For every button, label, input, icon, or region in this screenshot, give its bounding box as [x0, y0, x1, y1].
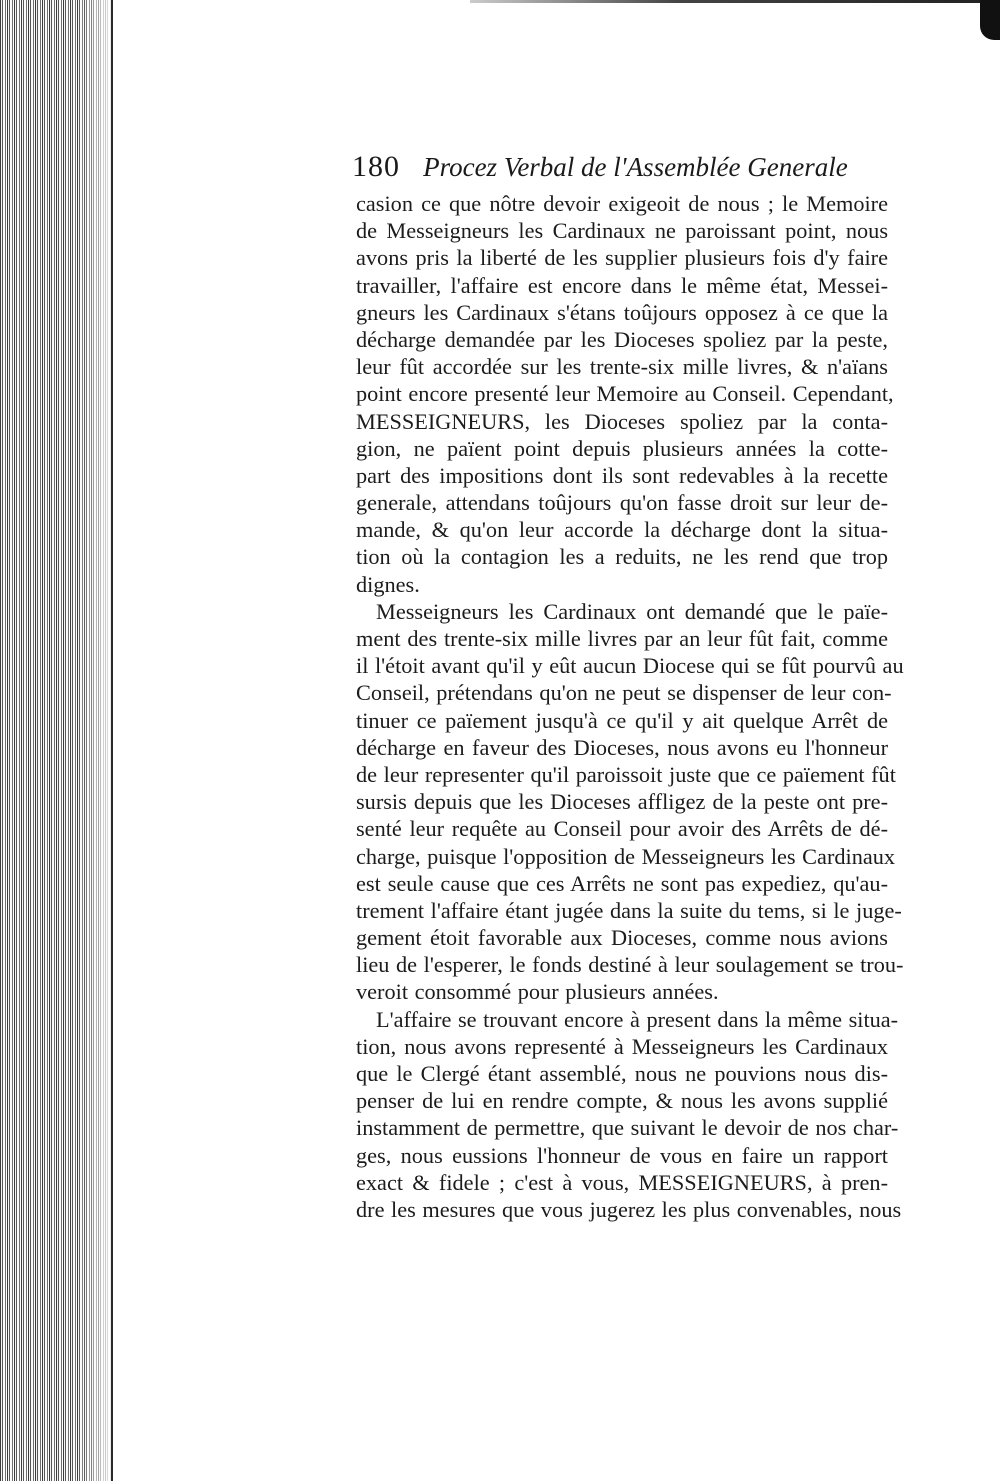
text-line: veroit consommé pour plusieurs années.	[356, 979, 719, 1005]
text-line: casion ce que nôtre devoir exigeoit de nous ; le Memoire	[356, 191, 888, 216]
gutter-line	[111, 0, 113, 1481]
text-line: tion où la contagion les a reduits, ne les rend que trop	[356, 544, 888, 570]
text-line: décharge en faveur des Dioceses, nous avons eu l'honneur	[356, 734, 888, 760]
text-line: leur fût accordée sur les trente-six mille livres, & n'aïans	[356, 354, 888, 380]
text-line: tion, nous avons representé à Messeigneurs les Cardinaux	[356, 1033, 888, 1059]
text-line: exact & fidele ; c'est à vous, MESSEIGNEURS, à pren-	[356, 1169, 888, 1195]
top-edge-rule	[470, 0, 990, 3]
page-edge-texture	[0, 0, 112, 1481]
text-line: ment des trente-six mille livres par an leur fût fait, comme	[356, 626, 888, 651]
text-line: L'affaire se trouvant encore à present dans la même situa-	[376, 1006, 899, 1032]
paragraph	[356, 190, 894, 598]
text-line: gion, ne païent point depuis plusieurs années la cotte-	[356, 435, 888, 461]
text-line: dignes.	[356, 571, 420, 597]
text-line: tinuer ce païement jusqu'à ce qu'il y ait quelque Arrêt de	[356, 707, 888, 733]
page-number: 180	[352, 150, 400, 183]
text-line: point encore presenté leur Memoire au Conseil. Cependant,	[356, 381, 894, 407]
running-title: Procez Verbal de l'Assemblée Generale	[423, 152, 848, 182]
text-line: penser de lui en rendre compte, & nous les avons supplié	[356, 1088, 888, 1114]
text-line: gneurs les Cardinaux s'étans toûjours opposez à ce que la	[356, 299, 888, 325]
text-line: que le Clergé étant assemblé, nous ne pouvions nous dis-	[356, 1061, 888, 1086]
text-line: charge, puisque l'opposition de Messeigneurs les Cardinaux	[356, 843, 896, 869]
text-line: MESSEIGNEURS, les Dioceses spoliez par la conta-	[356, 408, 888, 434]
text-line: part des impositions dont ils sont redevables à la recette	[356, 462, 888, 488]
paragraph	[356, 1006, 902, 1224]
text-line: il l'étoit avant qu'il y eût aucun Diocese qui se fût pourvû au	[356, 653, 904, 679]
running-head	[352, 150, 872, 190]
body-text	[356, 190, 904, 1223]
text-line: de Messeigneurs les Cardinaux ne paroissant point, nous	[356, 218, 888, 244]
paragraph	[356, 598, 904, 1006]
text-line: senté leur requête au Conseil pour avoir des Arrêts de dé-	[356, 816, 888, 842]
text-line: décharge demandée par les Dioceses spoliez par la peste,	[356, 326, 888, 352]
text-line: gement étoit favorable aux Dioceses, comme nous avions	[356, 925, 888, 951]
text-line: de leur representer qu'il paroissoit juste que ce païement fût	[356, 761, 896, 787]
text-line: Messeigneurs les Cardinaux ont demandé que le païe-	[376, 598, 888, 624]
text-line: generale, attendans toûjours qu'on fasse droit sur leur de-	[356, 490, 888, 516]
text-line: instamment de permettre, que suivant le devoir de nos char-	[356, 1115, 899, 1141]
text-line: travailler, l'affaire est encore dans le même état, Messei-	[356, 272, 888, 298]
text-line: mande, & qu'on leur accorde la décharge dont la situa-	[356, 517, 888, 543]
text-line: Conseil, prétendans qu'on ne peut se dispenser de leur con-	[356, 680, 892, 706]
text-line: lieu de l'esperer, le fonds destiné à leur soulagement se trou-	[356, 952, 904, 978]
text-line: est seule cause que ces Arrêts ne sont pas expediez, qu'au-	[356, 870, 888, 896]
text-line: avons pris la liberté de les supplier plusieurs fois d'y faire	[356, 245, 888, 271]
corner-mark	[980, 0, 1000, 40]
text-line: sursis depuis que les Dioceses affligez de la peste ont pre-	[356, 789, 888, 815]
text-line: trement l'affaire étant jugée dans la suite du tems, si le juge-	[356, 897, 902, 923]
text-line: ges, nous eussions l'honneur de vous en faire un rapport	[356, 1142, 888, 1168]
text-line: dre les mesures que vous jugerez les plus convenables, nous	[356, 1196, 902, 1222]
